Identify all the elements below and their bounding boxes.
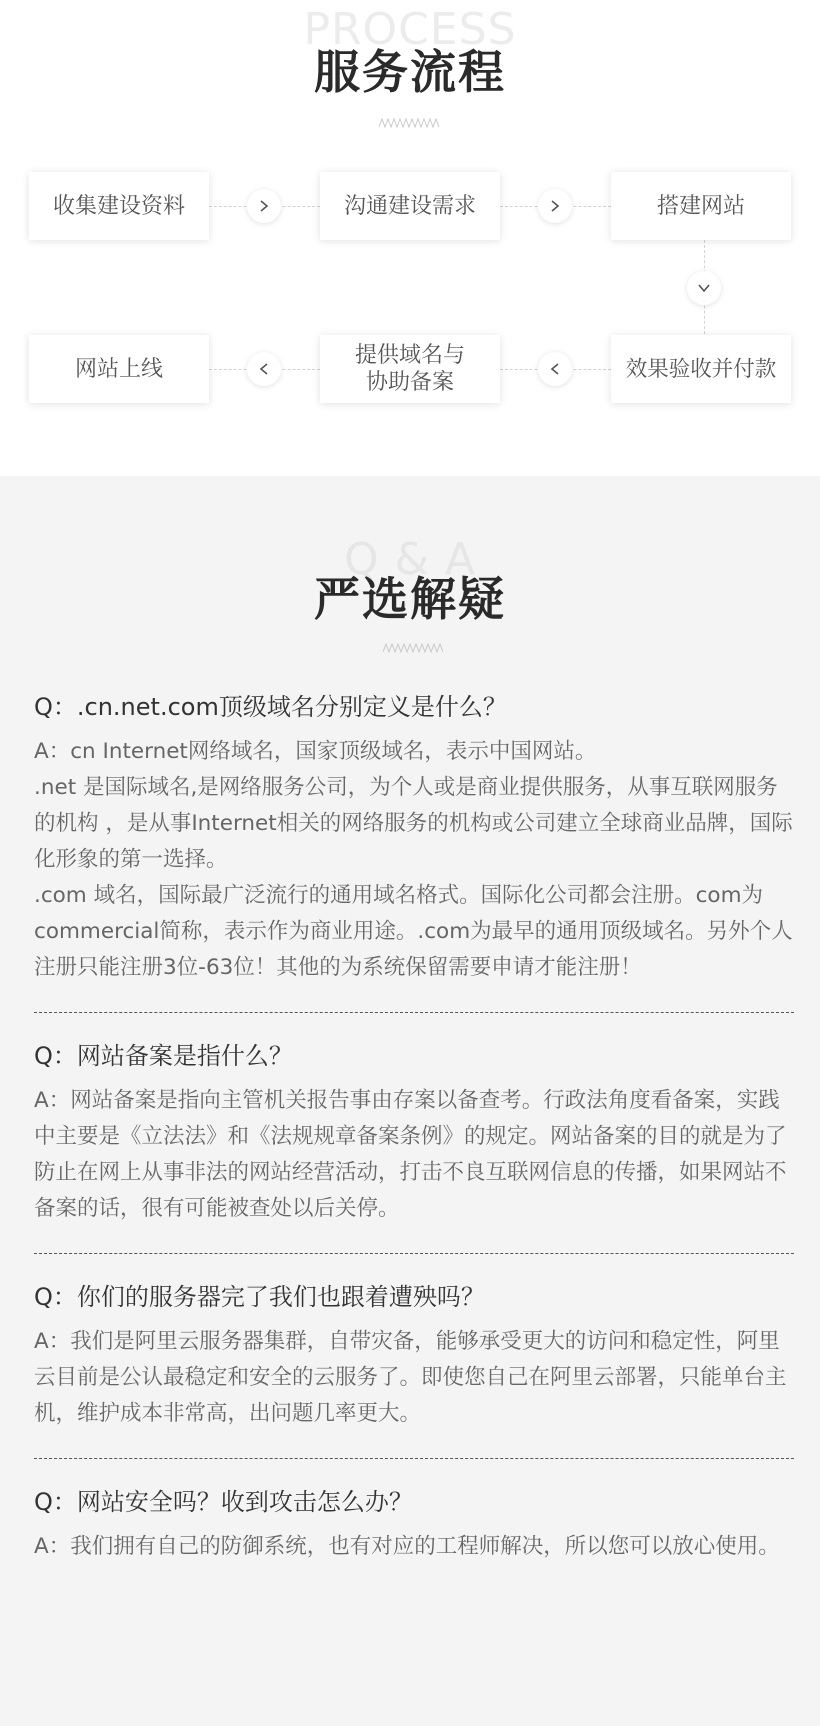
step-label: 收集建设资料: [52, 193, 185, 219]
answer-paragraph: .com 域名，国际最广泛流行的通用域名格式。国际化公司都会注册。com为commercial简称，表示作为商业用途。.com为最早的通用顶级域名。另外个人注册只能注册3位-63位！其他的为系统保留需要申请才能注册！: [34, 883, 793, 980]
qa-item: [34, 690, 794, 1013]
answer-paragraph: A：我们拥有自己的防御系统，也有对应的工程师解决，所以您可以放心使用。: [34, 1534, 780, 1559]
chevron-down-icon: [687, 271, 721, 305]
question-text: Q：你们的服务器完了我们也跟着遭殃吗？: [34, 1283, 485, 1311]
answer-text: [34, 1529, 794, 1565]
zigzag-divider-icon: [383, 643, 445, 653]
answer-text: [34, 1324, 794, 1432]
zigzag-divider-icon: [379, 118, 441, 128]
step-build-site: [611, 172, 791, 240]
chevron-right-icon: [247, 189, 281, 223]
chevron-left-icon: [538, 352, 572, 386]
qa-item: [34, 1280, 794, 1459]
process-bg-word: PROCESS: [303, 4, 517, 55]
step-communicate-needs: [320, 172, 500, 240]
answer-paragraph: A：cn Internet网络域名，国家顶级域名，表示中国网站。: [34, 739, 597, 764]
qa-section: [0, 476, 820, 1726]
process-title: 服务流程: [314, 45, 506, 99]
answer-paragraph: .net 是国际域名,是网络服务公司，为个人或是商业提供服务，从事互联网服务的机构 ，是从事Internet相关的网络服务的机构或公司建立全球商业品牌，国际化形象的第一选择。: [34, 775, 793, 872]
step-site-launch: [29, 335, 209, 403]
process-section: [0, 0, 820, 476]
step-domain-filing: [320, 335, 500, 403]
step-label-line: 提供域名与: [354, 343, 465, 368]
question-text: Q：.cn.net.com顶级域名分别定义是什么？: [34, 693, 507, 721]
step-acceptance-payment: [611, 335, 791, 403]
question-text: Q：网站安全吗？收到攻击怎么办？: [34, 1488, 413, 1516]
step-label: 效果验收并付款: [625, 356, 777, 382]
chevron-left-icon: [247, 352, 281, 386]
answer-paragraph: A：我们是阿里云服务器集群，自带灾备，能够承受更大的访问和稳定性，阿里云目前是公认最稳定和安全的云服务了。即使您自己在阿里云部署，只能单台主机，维护成本非常高，出问题几率更大。: [34, 1329, 787, 1426]
answer-text: [34, 734, 794, 986]
step-label-line: 协助备案: [365, 370, 454, 395]
qa-title: 严选解疑: [314, 572, 506, 626]
question-text: Q：网站备案是指什么？: [34, 1042, 293, 1070]
step-label: 搭建网站: [656, 193, 745, 219]
qa-bg-word: Q & A: [343, 534, 476, 585]
qa-list: [34, 690, 794, 1617]
answer-text: [34, 1083, 794, 1227]
answer-paragraph: A：网站备案是指向主管机关报告事由存案以备查考。行政法角度看备案，实践中主要是《立法法》和《法规规章备案条例》的规定。网站备案的目的就是为了防止在网上从事非法的网站经营活动，打击不良互联网信息的传播，如果网站不备案的话，很有可能被查处以后关停。: [34, 1088, 787, 1221]
step-label: 沟通建设需求: [343, 193, 476, 219]
qa-item: [34, 1485, 794, 1591]
qa-item: [34, 1039, 794, 1254]
step-label: 网站上线: [74, 356, 163, 382]
step-collect-materials: [29, 172, 209, 240]
chevron-right-icon: [538, 189, 572, 223]
